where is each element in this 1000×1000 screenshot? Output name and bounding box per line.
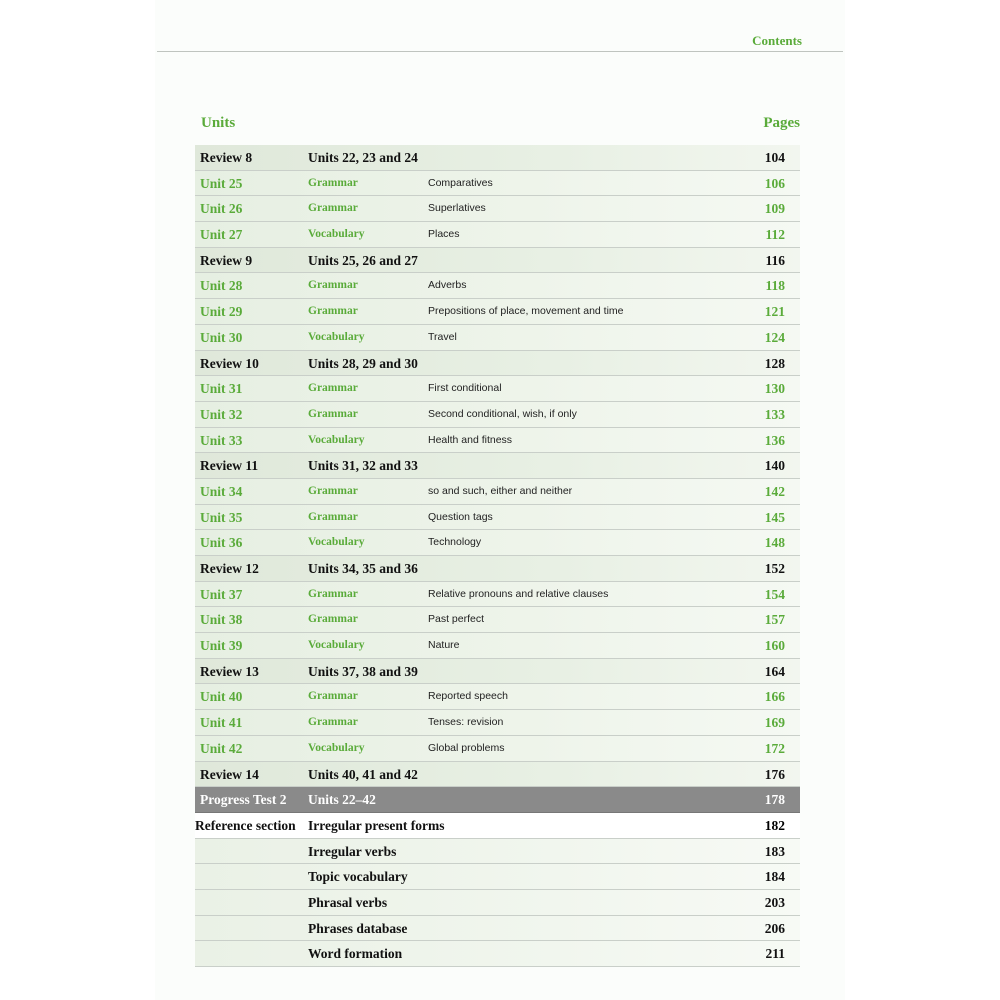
review-row[interactable] <box>195 659 800 685</box>
row-subtitle: Units 28, 29 and 30 <box>308 355 418 371</box>
row-type: Grammar <box>308 690 358 703</box>
unit-row[interactable] <box>195 607 800 633</box>
review-row[interactable] <box>195 145 800 171</box>
row-subtitle: Irregular verbs <box>308 843 397 859</box>
reference-row[interactable] <box>195 839 800 865</box>
row-subtitle: Irregular present forms <box>308 817 445 833</box>
row-topic: Superlatives <box>428 202 486 215</box>
row-type: Grammar <box>308 716 358 729</box>
row-title: Unit 34 <box>200 483 243 499</box>
row-page-number: 176 <box>764 766 785 782</box>
row-subtitle: Units 25, 26 and 27 <box>308 252 418 268</box>
row-subtitle: Units 22–42 <box>308 792 376 808</box>
row-topic: Prepositions of place, movement and time <box>428 305 624 318</box>
row-title: Unit 41 <box>200 715 243 731</box>
row-title: Review 10 <box>200 355 259 371</box>
row-title: Review 13 <box>200 663 259 679</box>
reference-row[interactable] <box>195 941 800 967</box>
row-type: Vocabulary <box>308 639 365 652</box>
row-type: Grammar <box>308 279 358 292</box>
row-page-number: 145 <box>764 509 785 525</box>
row-type: Vocabulary <box>308 228 365 241</box>
row-page-number: 148 <box>764 535 785 551</box>
row-title: Unit 29 <box>200 304 243 320</box>
row-title: Unit 31 <box>200 381 243 397</box>
row-page-number: 182 <box>764 817 785 833</box>
review-row[interactable] <box>195 351 800 377</box>
row-title: Unit 35 <box>200 509 243 525</box>
row-page-number: 116 <box>765 252 785 268</box>
row-type: Vocabulary <box>308 741 365 754</box>
header-title: Contents <box>752 33 802 48</box>
row-topic: so and such, either and neither <box>428 484 573 497</box>
row-page-number: 178 <box>764 792 785 808</box>
row-subtitle: Units 37, 38 and 39 <box>308 663 418 679</box>
row-topic: First conditional <box>428 382 502 395</box>
row-topic: Relative pronouns and relative clauses <box>428 587 609 600</box>
row-title: Reference section <box>195 817 296 833</box>
row-page-number: 206 <box>764 920 785 936</box>
row-subtitle: Phrasal verbs <box>308 894 388 910</box>
row-title: Unit 42 <box>200 740 243 756</box>
row-type: Grammar <box>308 510 358 523</box>
row-type: Vocabulary <box>308 433 365 446</box>
row-title: Unit 30 <box>200 329 243 345</box>
unit-row[interactable] <box>195 505 800 531</box>
row-topic: Technology <box>428 536 482 549</box>
row-page-number: 172 <box>764 740 785 756</box>
row-page-number: 183 <box>764 843 785 859</box>
row-title: Unit 25 <box>200 175 243 191</box>
row-title: Unit 28 <box>200 278 243 294</box>
row-title: Unit 36 <box>200 535 243 551</box>
row-subtitle: Units 34, 35 and 36 <box>308 561 418 576</box>
unit-row[interactable] <box>195 479 800 505</box>
unit-row[interactable] <box>195 710 800 736</box>
row-type: Grammar <box>308 407 358 420</box>
unit-row[interactable] <box>195 171 800 197</box>
row-type: Grammar <box>308 176 358 189</box>
row-type: Grammar <box>308 382 358 395</box>
header-rule <box>157 51 843 52</box>
contents-table <box>195 145 800 967</box>
review-row[interactable] <box>195 453 800 479</box>
row-title: Unit 33 <box>200 432 243 448</box>
unit-row[interactable] <box>195 273 800 299</box>
row-page-number: 104 <box>764 150 785 165</box>
row-page-number: 152 <box>764 561 785 576</box>
reference-row[interactable] <box>195 916 800 942</box>
row-topic: Travel <box>428 330 457 343</box>
unit-row[interactable] <box>195 684 800 710</box>
row-page-number: 166 <box>764 689 785 705</box>
unit-row[interactable] <box>195 582 800 608</box>
row-page-number: 121 <box>764 304 785 320</box>
row-topic: Adverbs <box>428 279 467 292</box>
row-subtitle: Units 40, 41 and 42 <box>308 766 418 782</box>
row-topic: Reported speech <box>428 690 508 703</box>
row-subtitle: Units 31, 32 and 33 <box>308 458 418 474</box>
row-page-number: 124 <box>764 329 785 345</box>
row-topic: Nature <box>428 639 460 652</box>
row-title: Unit 39 <box>200 638 243 654</box>
row-page-number: 184 <box>764 869 785 885</box>
unit-row[interactable] <box>195 428 800 454</box>
units-column-heading: Units <box>201 115 236 131</box>
row-type: Grammar <box>308 587 358 600</box>
reference-row[interactable] <box>195 813 800 839</box>
row-title: Unit 38 <box>200 612 243 628</box>
row-page-number: 106 <box>764 175 785 191</box>
row-page-number: 133 <box>764 406 785 422</box>
row-page-number: 164 <box>764 663 785 679</box>
row-title: Review 12 <box>200 561 259 576</box>
row-page-number: 130 <box>764 381 785 397</box>
row-topic: Places <box>428 228 460 241</box>
row-type: Vocabulary <box>308 330 365 343</box>
row-topic: Past perfect <box>428 613 485 626</box>
row-topic: Comparatives <box>428 176 493 189</box>
row-topic: Question tags <box>428 510 493 523</box>
row-page-number: 140 <box>764 458 785 474</box>
unit-row[interactable] <box>195 196 800 222</box>
row-page-number: 154 <box>764 586 785 602</box>
unit-row[interactable] <box>195 530 800 556</box>
row-type: Grammar <box>308 202 358 215</box>
reference-row[interactable] <box>195 864 800 890</box>
unit-row[interactable] <box>195 402 800 428</box>
row-page-number: 136 <box>764 432 785 448</box>
row-page-number: 203 <box>764 894 785 910</box>
row-page-number: 118 <box>765 278 785 294</box>
row-topic: Global problems <box>428 741 505 754</box>
progress-test-row[interactable] <box>195 787 800 813</box>
unit-row[interactable] <box>195 222 800 248</box>
review-row[interactable] <box>195 762 800 788</box>
row-type: Grammar <box>308 305 358 318</box>
pages-column-heading: Pages <box>763 115 800 131</box>
row-topic: Second conditional, wish, if only <box>428 407 577 420</box>
unit-row[interactable] <box>195 633 800 659</box>
review-row[interactable] <box>195 248 800 274</box>
row-title: Unit 32 <box>200 406 243 422</box>
review-row[interactable] <box>195 556 800 582</box>
row-subtitle: Word formation <box>308 946 403 962</box>
row-title: Unit 40 <box>200 689 243 705</box>
row-page-number: 169 <box>764 715 785 731</box>
row-page-number: 142 <box>764 483 785 499</box>
row-subtitle: Phrases database <box>308 920 408 936</box>
row-title: Unit 37 <box>200 586 243 602</box>
row-page-number: 128 <box>764 355 785 371</box>
reference-row[interactable] <box>195 890 800 916</box>
row-title: Review 8 <box>200 150 253 165</box>
row-title: Unit 26 <box>200 201 243 217</box>
row-topic: Health and fitness <box>428 433 513 446</box>
row-title: Review 9 <box>200 252 253 268</box>
unit-row[interactable] <box>195 299 800 325</box>
row-subtitle: Topic vocabulary <box>308 869 408 885</box>
row-type: Grammar <box>308 613 358 626</box>
unit-row[interactable] <box>195 325 800 351</box>
row-title: Unit 27 <box>200 227 243 243</box>
row-title: Progress Test 2 <box>200 792 287 808</box>
row-title: Review 11 <box>200 458 259 474</box>
row-type: Vocabulary <box>308 536 365 549</box>
row-page-number: 109 <box>764 201 785 217</box>
unit-row[interactable] <box>195 376 800 402</box>
row-title: Review 14 <box>200 766 259 782</box>
row-type: Grammar <box>308 484 358 497</box>
row-page-number: 211 <box>765 946 785 962</box>
unit-row[interactable] <box>195 736 800 762</box>
row-topic: Tenses: revision <box>428 716 504 729</box>
row-page-number: 157 <box>764 612 785 628</box>
row-subtitle: Units 22, 23 and 24 <box>308 150 418 165</box>
row-page-number: 112 <box>765 227 785 243</box>
row-page-number: 160 <box>764 638 785 654</box>
